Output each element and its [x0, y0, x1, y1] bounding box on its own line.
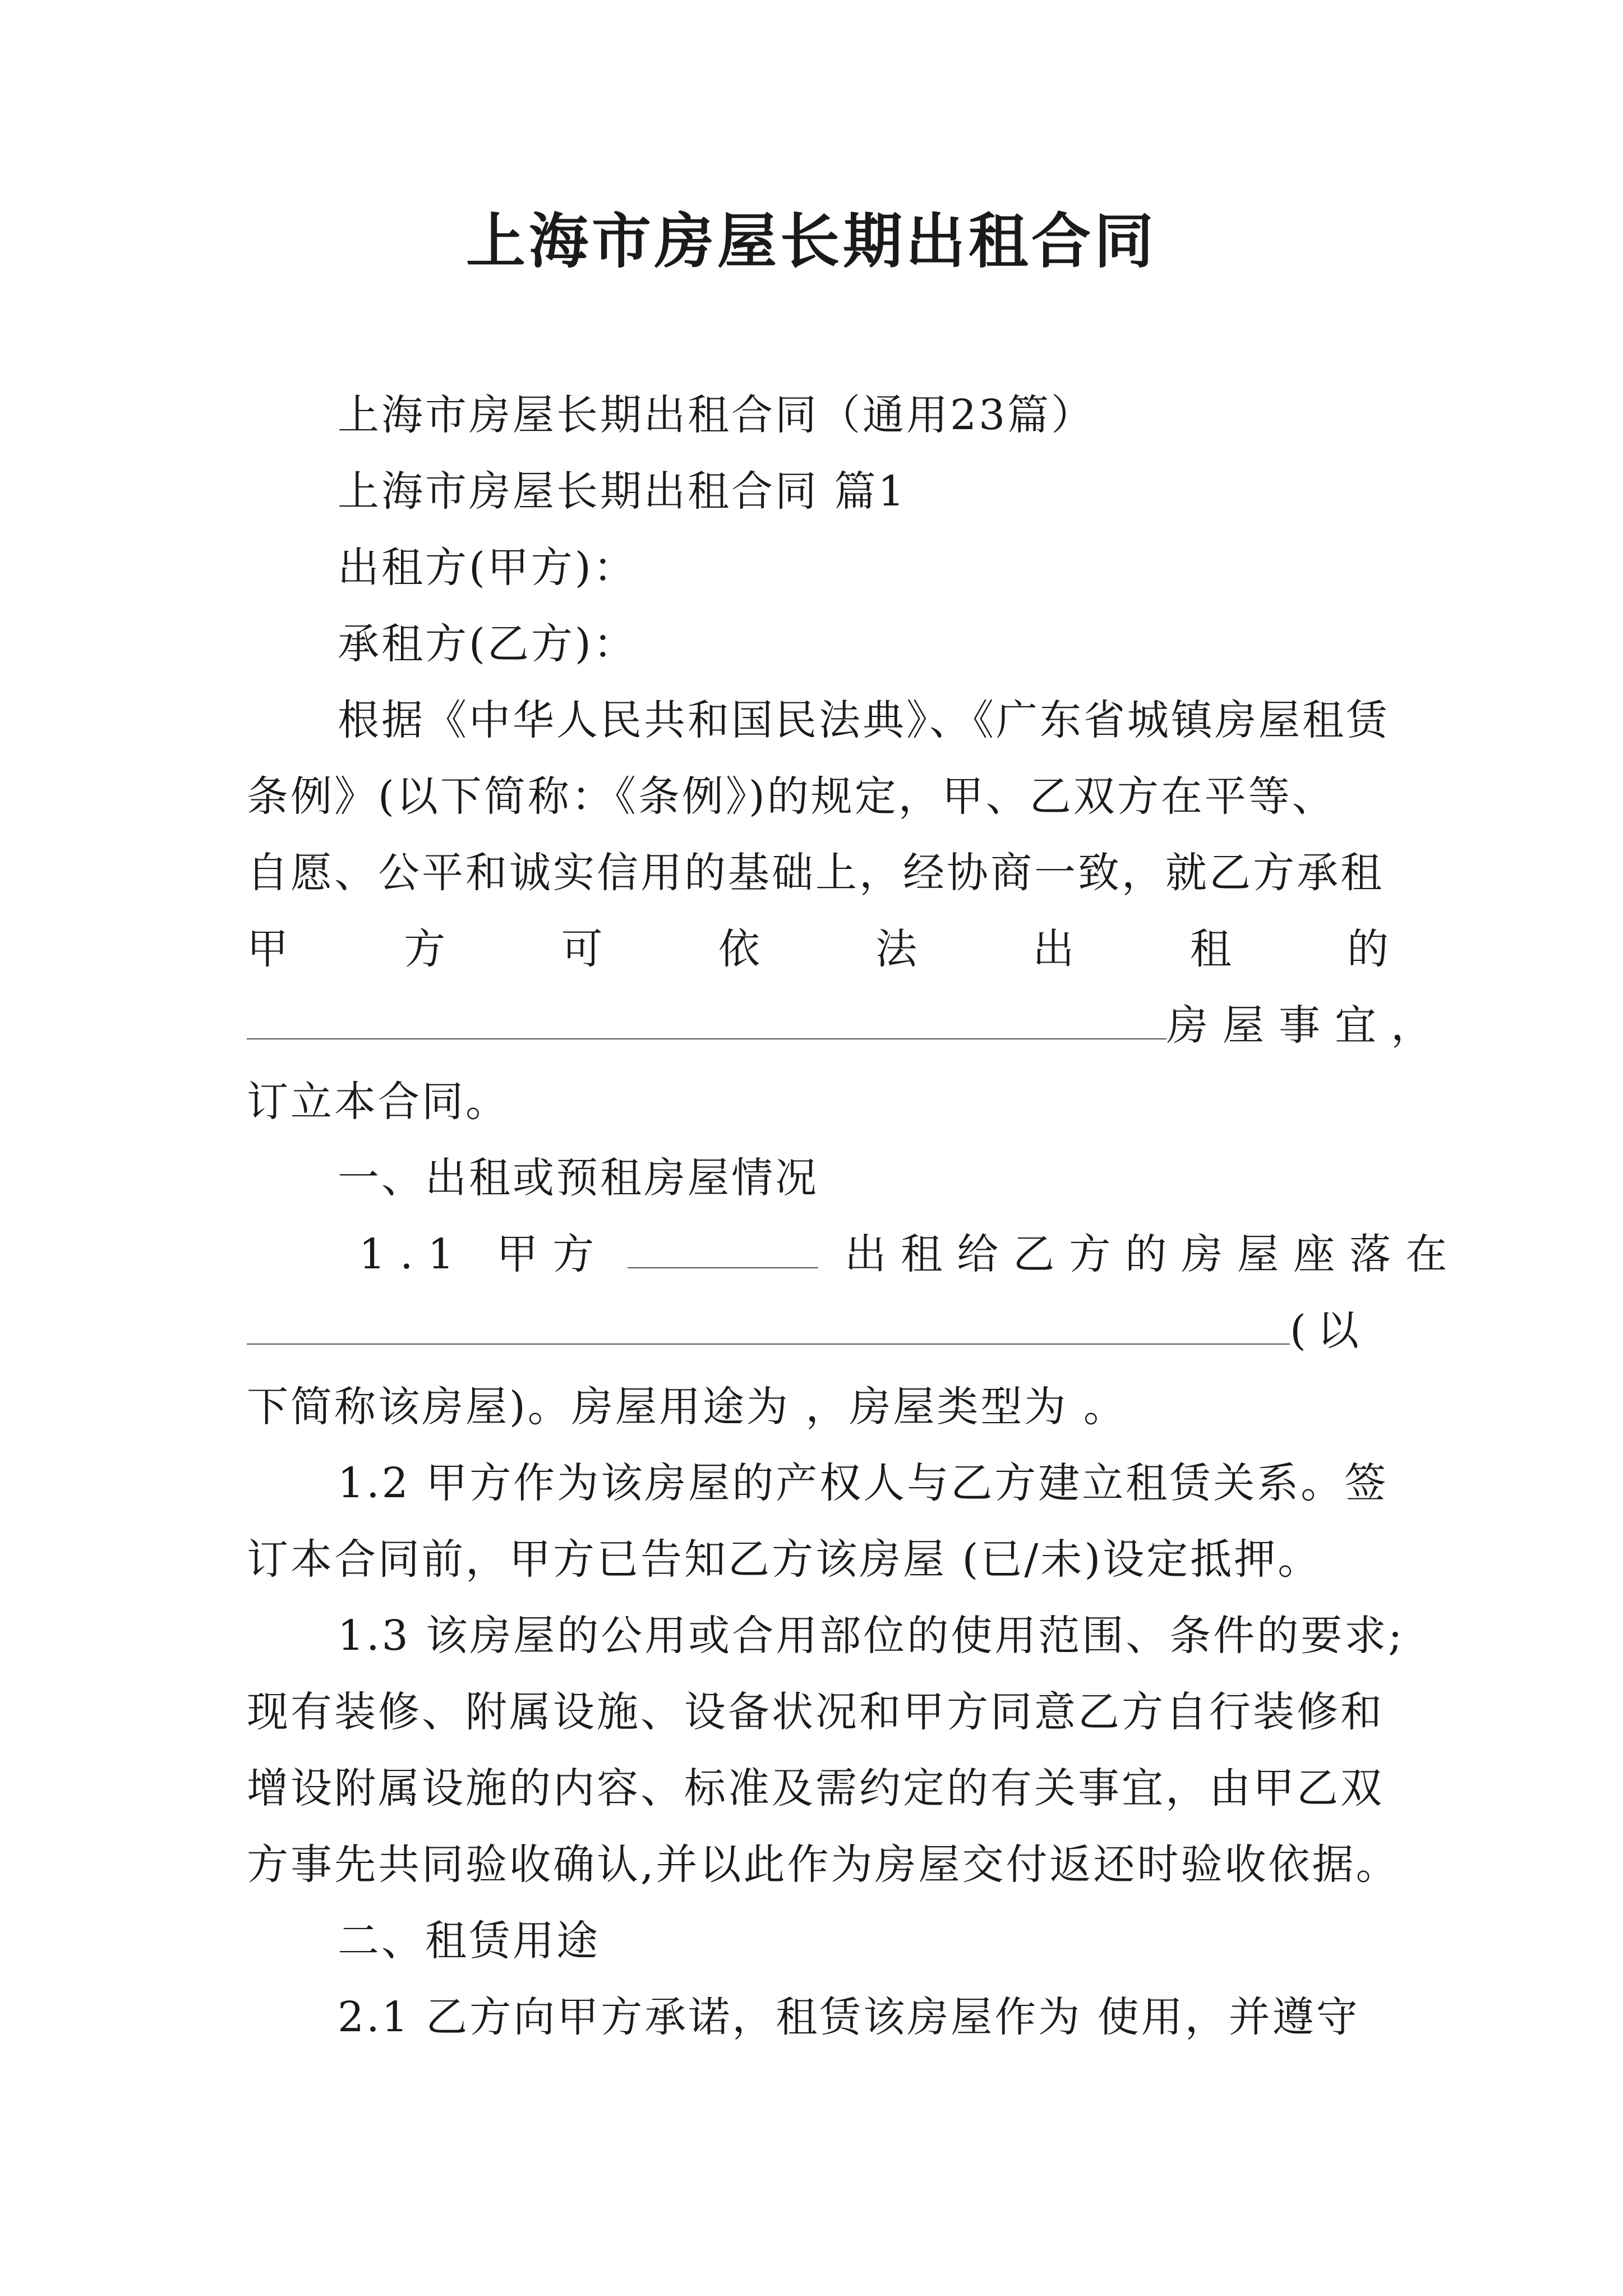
justified-char: 可 [561, 925, 605, 973]
section-heading: 上海市房屋长期出租合同 篇1 [338, 467, 907, 516]
justified-char: 出 [1032, 925, 1077, 973]
justified-char: 租 [1189, 925, 1234, 973]
paragraph-line: 条例》(以下简称：《条例》)的规定，甲、乙双方在平等、 [247, 772, 1336, 821]
clause-text: 1.1 甲方 [359, 1230, 609, 1278]
lessee-label: 承租方(乙方)： [338, 620, 637, 668]
section-heading: 二、租赁用途 [338, 1917, 600, 1965]
fill-in-blank [628, 1234, 818, 1268]
clause-line: 1.3 该房屋的公用或合用部位的使用范围、条件的要求; [338, 1612, 1405, 1660]
justified-line [247, 921, 1391, 977]
justified-char: 法 [875, 925, 920, 973]
justified-char: 依 [718, 925, 762, 973]
justified-char: 甲 [247, 925, 291, 973]
paragraph-line: 订立本合同。 [247, 1078, 509, 1126]
justified-char: 方 [404, 925, 448, 973]
paragraph-line: 根据《中华人民共和国民法典》、《广东省城镇房屋租赁 [338, 696, 1390, 744]
paragraph-line: 现有装修、附属设施、设备状况和甲方同意乙方自行装修和 [247, 1688, 1384, 1736]
blank-line [247, 1303, 1391, 1359]
blank-line [247, 997, 1447, 1053]
clause-line [359, 1226, 1462, 1282]
clause-line: 1.2 甲方作为该房屋的产权人与乙方建立租赁关系。签 [338, 1459, 1389, 1507]
subtitle-line: 上海市房屋长期出租合同（通用23篇） [338, 391, 1095, 439]
paragraph-text: (以 [1290, 1306, 1370, 1355]
fill-in-blank [247, 1005, 1166, 1039]
paragraph-line: 订本合同前，甲方已告知乙方该房屋 (已/未)设定抵押。 [247, 1535, 1322, 1584]
lessor-label: 出租方(甲方)： [338, 544, 637, 592]
paragraph-line: 增设附属设施的内容、标准及需约定的有关事宜，由甲乙双 [247, 1764, 1384, 1812]
paragraph-line: 自愿、公平和诚实信用的基础上，经协商一致，就乙方承租 [247, 849, 1384, 897]
clause-line: 2.1 乙方向甲方承诺，租赁该房屋作为 使用，并遵守 [338, 1993, 1360, 2041]
paragraph-text: 房屋事宜， [1166, 1001, 1447, 1050]
paragraph-line: 方事先共同验收确认,并以此作为房屋交付返还时验收依据。 [247, 1841, 1400, 1889]
document-title: 上海市房屋长期出租合同 [466, 206, 1157, 276]
justified-char: 的 [1347, 925, 1391, 973]
fill-in-blank [247, 1310, 1290, 1345]
paragraph-line: 下简称该房屋)。房屋用途为 ，房屋类型为 。 [247, 1383, 1127, 1431]
clause-text: 出租给乙方的房屋座落在 [845, 1230, 1462, 1278]
section-heading: 一、出租或预租房屋情况 [338, 1154, 819, 1202]
